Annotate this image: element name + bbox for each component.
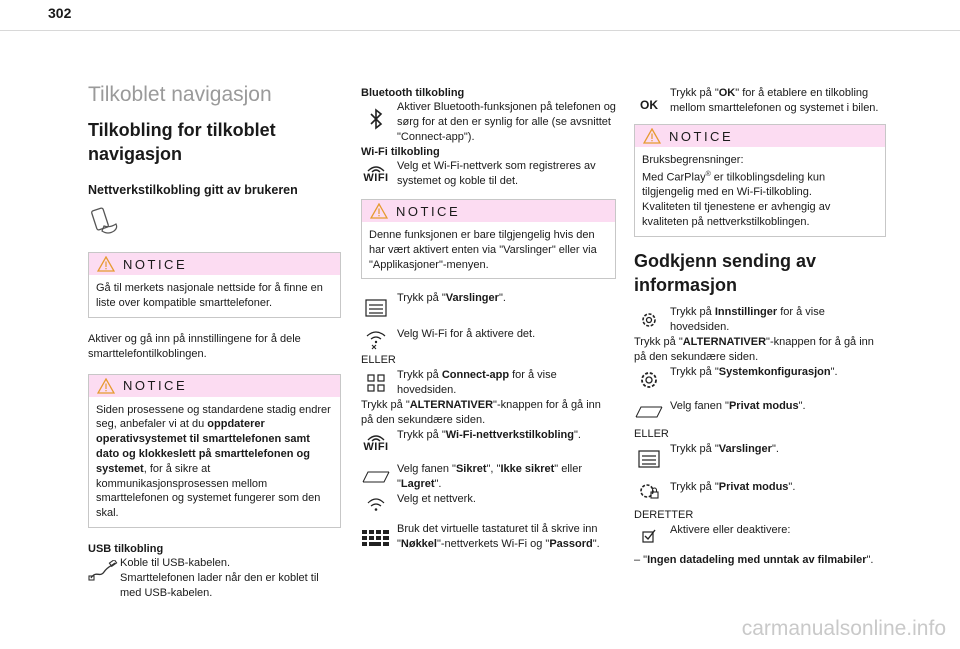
settings-gear-icon (634, 307, 664, 333)
step-toggle: Aktivere eller deaktivere: (634, 523, 886, 553)
step-connect-app: Trykk på Connect-app for å vise hovedsiden. (361, 368, 616, 398)
warning-triangle-icon (97, 256, 115, 272)
notice-title: NOTICE (669, 128, 734, 144)
wifi-icon: WIFI (361, 161, 391, 187)
wifi-icon (361, 492, 391, 518)
or-label: ELLER (634, 427, 669, 440)
step-private-tab: Velg fanen "Privat modus". (634, 397, 886, 427)
usb-step: Koble til USB-kabelen. Smarttelefonen lader når den er koblet til med USB-kabelen. (88, 556, 341, 601)
usb-heading: USB tilkobling (88, 542, 164, 555)
warning-triangle-icon (97, 378, 115, 394)
system-config-icon (634, 367, 664, 393)
step-tab: Velg fanen "Sikret", "Ikke sikret" eller "Lagret". (361, 462, 616, 492)
wifi-icon: WIFI (361, 430, 391, 456)
tab-icon (634, 399, 664, 425)
step-keyboard: Bruk det virtuelle tastaturet til å skrive inn "Nøkkel"-nettverkets Wi-Fi og "Passord". (361, 522, 616, 552)
column-1 (88, 82, 341, 601)
notifications-icon (634, 446, 664, 472)
notice-title: NOTICE (123, 378, 188, 394)
bluetooth-step: Aktiver Bluetooth-funksjonen på telefonen og sørg for at den er synlig for alle (se avsnittet "Connect-app"). (361, 100, 616, 145)
watermark: carmanualsonline.info (741, 617, 946, 640)
wifi-toggle-icon (361, 327, 391, 353)
warning-triangle-icon (643, 128, 661, 144)
step-select-network: Velg et nettverk. (361, 492, 616, 522)
then-label: DERETTER (634, 508, 694, 521)
notifications-icon (361, 295, 391, 321)
wifi-heading: Wi-Fi tilkobling (361, 146, 440, 158)
warning-triangle-icon (370, 203, 388, 219)
step-wifi-connection: WIFI Trykk på "Wi-Fi-nettverkstilkobling". (361, 428, 616, 458)
step-private-mode: Trykk på "Privat modus". (634, 476, 886, 508)
notice-text: Siden prosessene og standardene stadig endrer seg, anbefaler vi at du oppdaterer operativsystemet til smarttelefonen samt dato og klokkeslett på smarttelefonen og systemet, for å sikre at kommunikasjonsprosessen mellom smarttelefonen og systemet fungerer som den skal. (96, 403, 331, 520)
notice-box: NOTICE Bruksbegrensninger: Med CarPlay® er tilkoblingsdeling kun tilgjengelig med en Wi-Fi-tilkobling. Kvaliteten til tjenestene er avhengig av kvaliteten på nettverkstilkoblingen. (634, 124, 886, 237)
notice-text: Gå til merkets nasjonale nettside for å finne en liste over kompatible smarttelefoner. (96, 282, 323, 309)
top-divider (0, 30, 960, 31)
notice-text: Denne funksjonen er bare tilgjengelig hvis den har vært aktivert enten via "Varslinger" eller via "Applikasjoner"-menyen. (369, 229, 597, 271)
usb-icon (88, 558, 118, 584)
notice-title: NOTICE (396, 203, 461, 219)
column-3: OK Trykk på "OK" for å etablere en tilkobling mellom smarttelefonen og systemet i bilen. NOTICE Bruksbegrensninger: Med CarPlay® er tilkoblingsdeling kun tilgjengelig med en Wi-Fi-tilkobling. Kvaliteten til tjenestene er avhengig av kvaliteten på nettverkstilkoblingen. Godkjenn sending av informasjon Trykk på Innstillinger for å vise hovedsiden. Trykk på "ALTERNATIVER"-knappen for å gå inn på den sekundære siden. Trykk på "Systemkonfigurasjon". Velg fanen "Privat modus". ELLER Trykk på "Varslinger". Trykk på "Privat modus". DERETTER Aktivere eller deaktivere: – "Ingen datadeling med unntak av filmabiler". (634, 86, 886, 568)
step-system-config: Trykk på "Systemkonfigurasjon". (634, 365, 886, 397)
notice-box (361, 199, 616, 279)
step-wifi-toggle: Velg Wi-Fi for å aktivere det. (361, 321, 616, 353)
page-number: 302 (48, 5, 72, 21)
step-settings: Trykk på Innstillinger for å vise hovedsiden. (634, 305, 886, 335)
smartphone-icon (88, 206, 341, 240)
private-mode-icon (634, 478, 664, 504)
bluetooth-heading: Bluetooth tilkobling (361, 87, 465, 99)
paragraph: Aktiver og gå inn på innstillingene for å dele smarttelefontilkoblingen. (88, 332, 301, 360)
step-notifications: Trykk på "Varslinger". (361, 291, 616, 321)
notice-box (88, 374, 341, 528)
connect-app-icon (361, 370, 391, 396)
wifi-step: WIFI Velg et Wi-Fi-nettverk som registreres av systemet og koble til det. (361, 159, 616, 189)
ok-icon: OK (640, 98, 658, 112)
subsection-heading: Nettverkstilkobling gitt av brukeren (88, 183, 298, 197)
page-title: Tilkoblet navigasjon (88, 83, 272, 106)
checkbox-icon (634, 523, 664, 549)
column-2: Bluetooth tilkobling Aktiver Bluetooth-funksjonen på telefonen og sørg for at den er synlig for alle (se avsnittet "Connect-app"). Wi-Fi tilkobling WIFI Velg et Wi-Fi-nettverk som registreres av systemet og koble til det. NOTICE Denne funksjonen er bare tilgjengelig hvis den har vært aktivert enten via "Varslinger" eller via "Applikasjoner"-menyen. Trykk på "Varslinger". Velg Wi-Fi for å aktivere det. ELLER Trykk på Connect-app for å vise hovedsiden. Trykk på "ALTERNATIVER"-knappen for å gå inn på den sekundære siden. WIFI Trykk på "Wi-Fi-nettverkstilkobling". Velg fanen "Sikret", "Ikke sikret" eller "Lagret". Velg et nettverk. Bruk det virtuelle tastaturet til å skrive inn "Nøkkel"-nettverkets Wi-Fi og "Passord". (361, 87, 616, 551)
tab-icon (361, 464, 391, 490)
step-ok: OK Trykk på "OK" for å etablere en tilkobling mellom smarttelefonen og systemet i bilen. (634, 86, 886, 116)
section-title: Godkjenn sending av informasjon (634, 250, 817, 295)
notice-title: NOTICE (123, 256, 188, 272)
step-notifications: Trykk på "Varslinger". (634, 442, 886, 476)
bluetooth-icon (361, 106, 391, 132)
notice-box (88, 252, 341, 318)
or-label: ELLER (361, 354, 396, 367)
section-title: Tilkobling for tilkoblet navigasjon (88, 120, 276, 164)
keyboard-icon (361, 526, 391, 552)
